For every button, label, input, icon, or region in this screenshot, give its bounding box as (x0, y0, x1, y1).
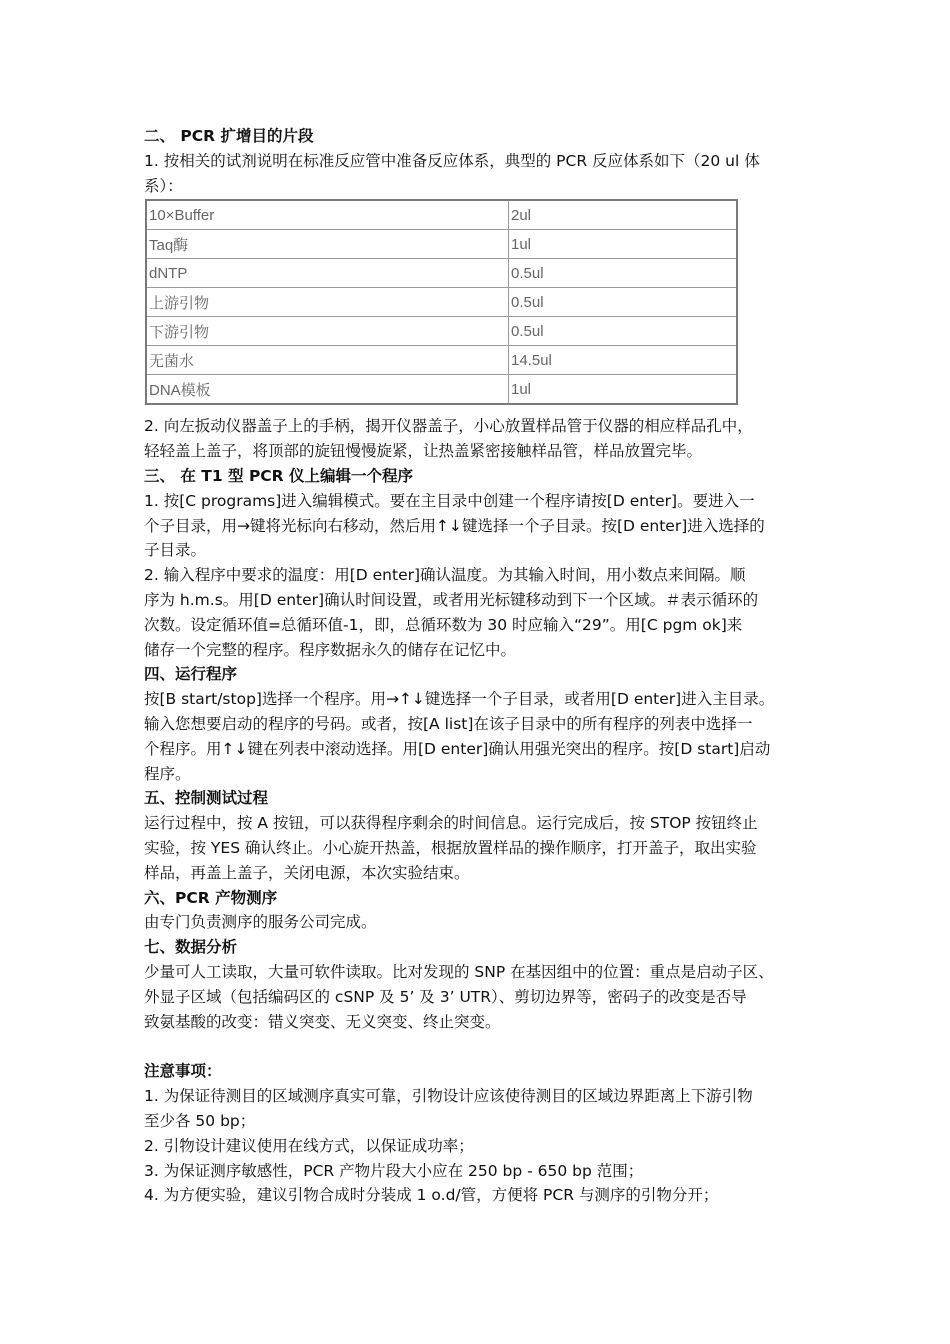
paragraph-line: 个程序。用↑↓键在列表中滚动选择。用[D enter]确认用强光突出的程序。按[D start]启动 (144, 739, 771, 758)
paragraph-line: 少量可人工读取，大量可软件读取。比对发现的 SNP 在基因组中的位置：重点是启动子区、 (144, 962, 774, 981)
reagent-volume: 0.5ul (509, 288, 738, 317)
paragraph-line: 输入您想要启动的程序的号码。或者，按[A list]在该子目录中的所有程序的列表中选择一 (144, 714, 753, 733)
notes-heading: 注意事项： (144, 1062, 222, 1081)
note-line: 2. 引物设计建议使用在线方式，以保证成功率； (144, 1136, 474, 1155)
paragraph-line: 样品，再盖上盖子，关闭电源，本次实验结束。 (144, 863, 470, 882)
paragraph-line: 按[B start/stop]选择一个程序。用→↑↓键选择一个子目录，或者用[D enter]进入主目录。 (144, 690, 775, 709)
reagent-volume: 1ul (509, 375, 738, 405)
paragraph-line: 子目录。 (144, 541, 207, 560)
paragraph-line: 个子目录，用→键将光标向右移动，然后用↑↓键选择一个子目录。按[D enter]进入选择的 (144, 516, 765, 535)
table-row (146, 259, 737, 288)
section-3-heading: 三、 在 T1 型 PCR 仪上编辑一个程序 (144, 466, 414, 485)
paragraph-line: 实验，按 YES 确认终止。小心旋开热盖，根据放置样品的操作顺序，打开盖子，取出实验 (144, 838, 757, 857)
reagent-volume: 14.5ul (509, 346, 738, 375)
section-2-step-2-cont: 轻轻盖上盖子，将顶部的旋钮慢慢旋紧，让热盖紧密接触样品管，样品放置完毕。 (144, 442, 703, 461)
section-5-heading: 五、控制测试过程 (144, 789, 269, 808)
reagent-name: Taq酶 (146, 230, 509, 259)
paragraph-line: 2. 输入程序中要求的温度：用[D enter]确认温度。为其输入时间，用小数点来间隔。顺 (144, 566, 746, 585)
paragraph-line: 由专门负责测序的服务公司完成。 (144, 913, 377, 932)
reagent-volume: 1ul (509, 230, 738, 259)
section-2-step-1: 1. 按相关的试剂说明在标准反应管中准备反应体系，典型的 PCR 反应体系如下（20 ul 体 (144, 151, 760, 170)
table-row (146, 317, 737, 346)
table-row (146, 230, 737, 259)
table-row (146, 346, 737, 375)
pcr-reaction-table (145, 199, 738, 405)
section-2-step-1-cont: 系）： (144, 176, 183, 195)
paragraph-line: 运行过程中，按 A 按钮，可以获得程序剩余的时间信息。运行完成后，按 STOP 按钮终止 (144, 814, 758, 833)
paragraph-line: 储存一个完整的程序。程序数据永久的储存在记忆中。 (144, 640, 517, 659)
note-line: 3. 为保证测序敏感性，PCR 产物片段大小应在 250 bp - 650 bp 范围； (144, 1161, 644, 1180)
reagent-volume: 2ul (509, 200, 738, 230)
table-row (146, 288, 737, 317)
section-6-heading: 六、PCR 产物测序 (144, 888, 278, 907)
section-2-heading: 二、 PCR 扩增目的片段 (144, 127, 314, 145)
document-body (144, 124, 810, 1208)
reagent-name: 上游引物 (146, 288, 509, 317)
reagent-name: 下游引物 (146, 317, 509, 346)
table-row (146, 200, 737, 230)
reagent-volume: 0.5ul (509, 317, 738, 346)
paragraph-line: 1. 按[C programs]进入编辑模式。要在主目录中创建一个程序请按[D enter]。要进入一 (144, 491, 755, 510)
note-line: 至少各 50 bp； (144, 1111, 256, 1130)
section-7-heading: 七、数据分析 (144, 938, 238, 957)
reagent-name: dNTP (146, 259, 509, 288)
reagent-volume: 0.5ul (509, 259, 738, 288)
paragraph-line: 程序。 (144, 764, 191, 783)
spacer (144, 1034, 810, 1059)
paragraph-line: 序为 h.m.s。用[D enter]确认时间设置，或者用光标键移动到下一个区域。＃表示循环的 (144, 590, 759, 609)
section-4-heading: 四、运行程序 (144, 665, 238, 684)
reagent-name: 10×Buffer (146, 200, 509, 230)
paragraph-line: 致氨基酸的改变：错义突变、无义突变、终止突变。 (144, 1012, 501, 1031)
paragraph-line: 外显子区域（包括编码区的 cSNP 及 5’ 及 3’ UTR）、剪切边界等，密码子的改变是否导 (144, 987, 747, 1006)
table-row (146, 375, 737, 405)
note-line: 1. 为保证待测目的区域测序真实可靠，引物设计应该使待测目的区域边界距离上下游引物 (144, 1087, 753, 1106)
paragraph-line: 次数。设定循环值=总循环值-1，即，总循环数为 30 时应输入“29”。用[C pgm ok]来 (144, 615, 743, 634)
reagent-name: 无菌水 (146, 346, 509, 375)
reagent-name: DNA模板 (146, 375, 509, 405)
note-line: 4. 为方便实验，建议引物合成时分装成 1 o.d/管，方便将 PCR 与测序的引物分开； (144, 1186, 719, 1205)
section-2-step-2: 2. 向左扳动仪器盖子上的手柄，揭开仪器盖子，小心放置样品管于仪器的相应样品孔中， (144, 417, 753, 436)
